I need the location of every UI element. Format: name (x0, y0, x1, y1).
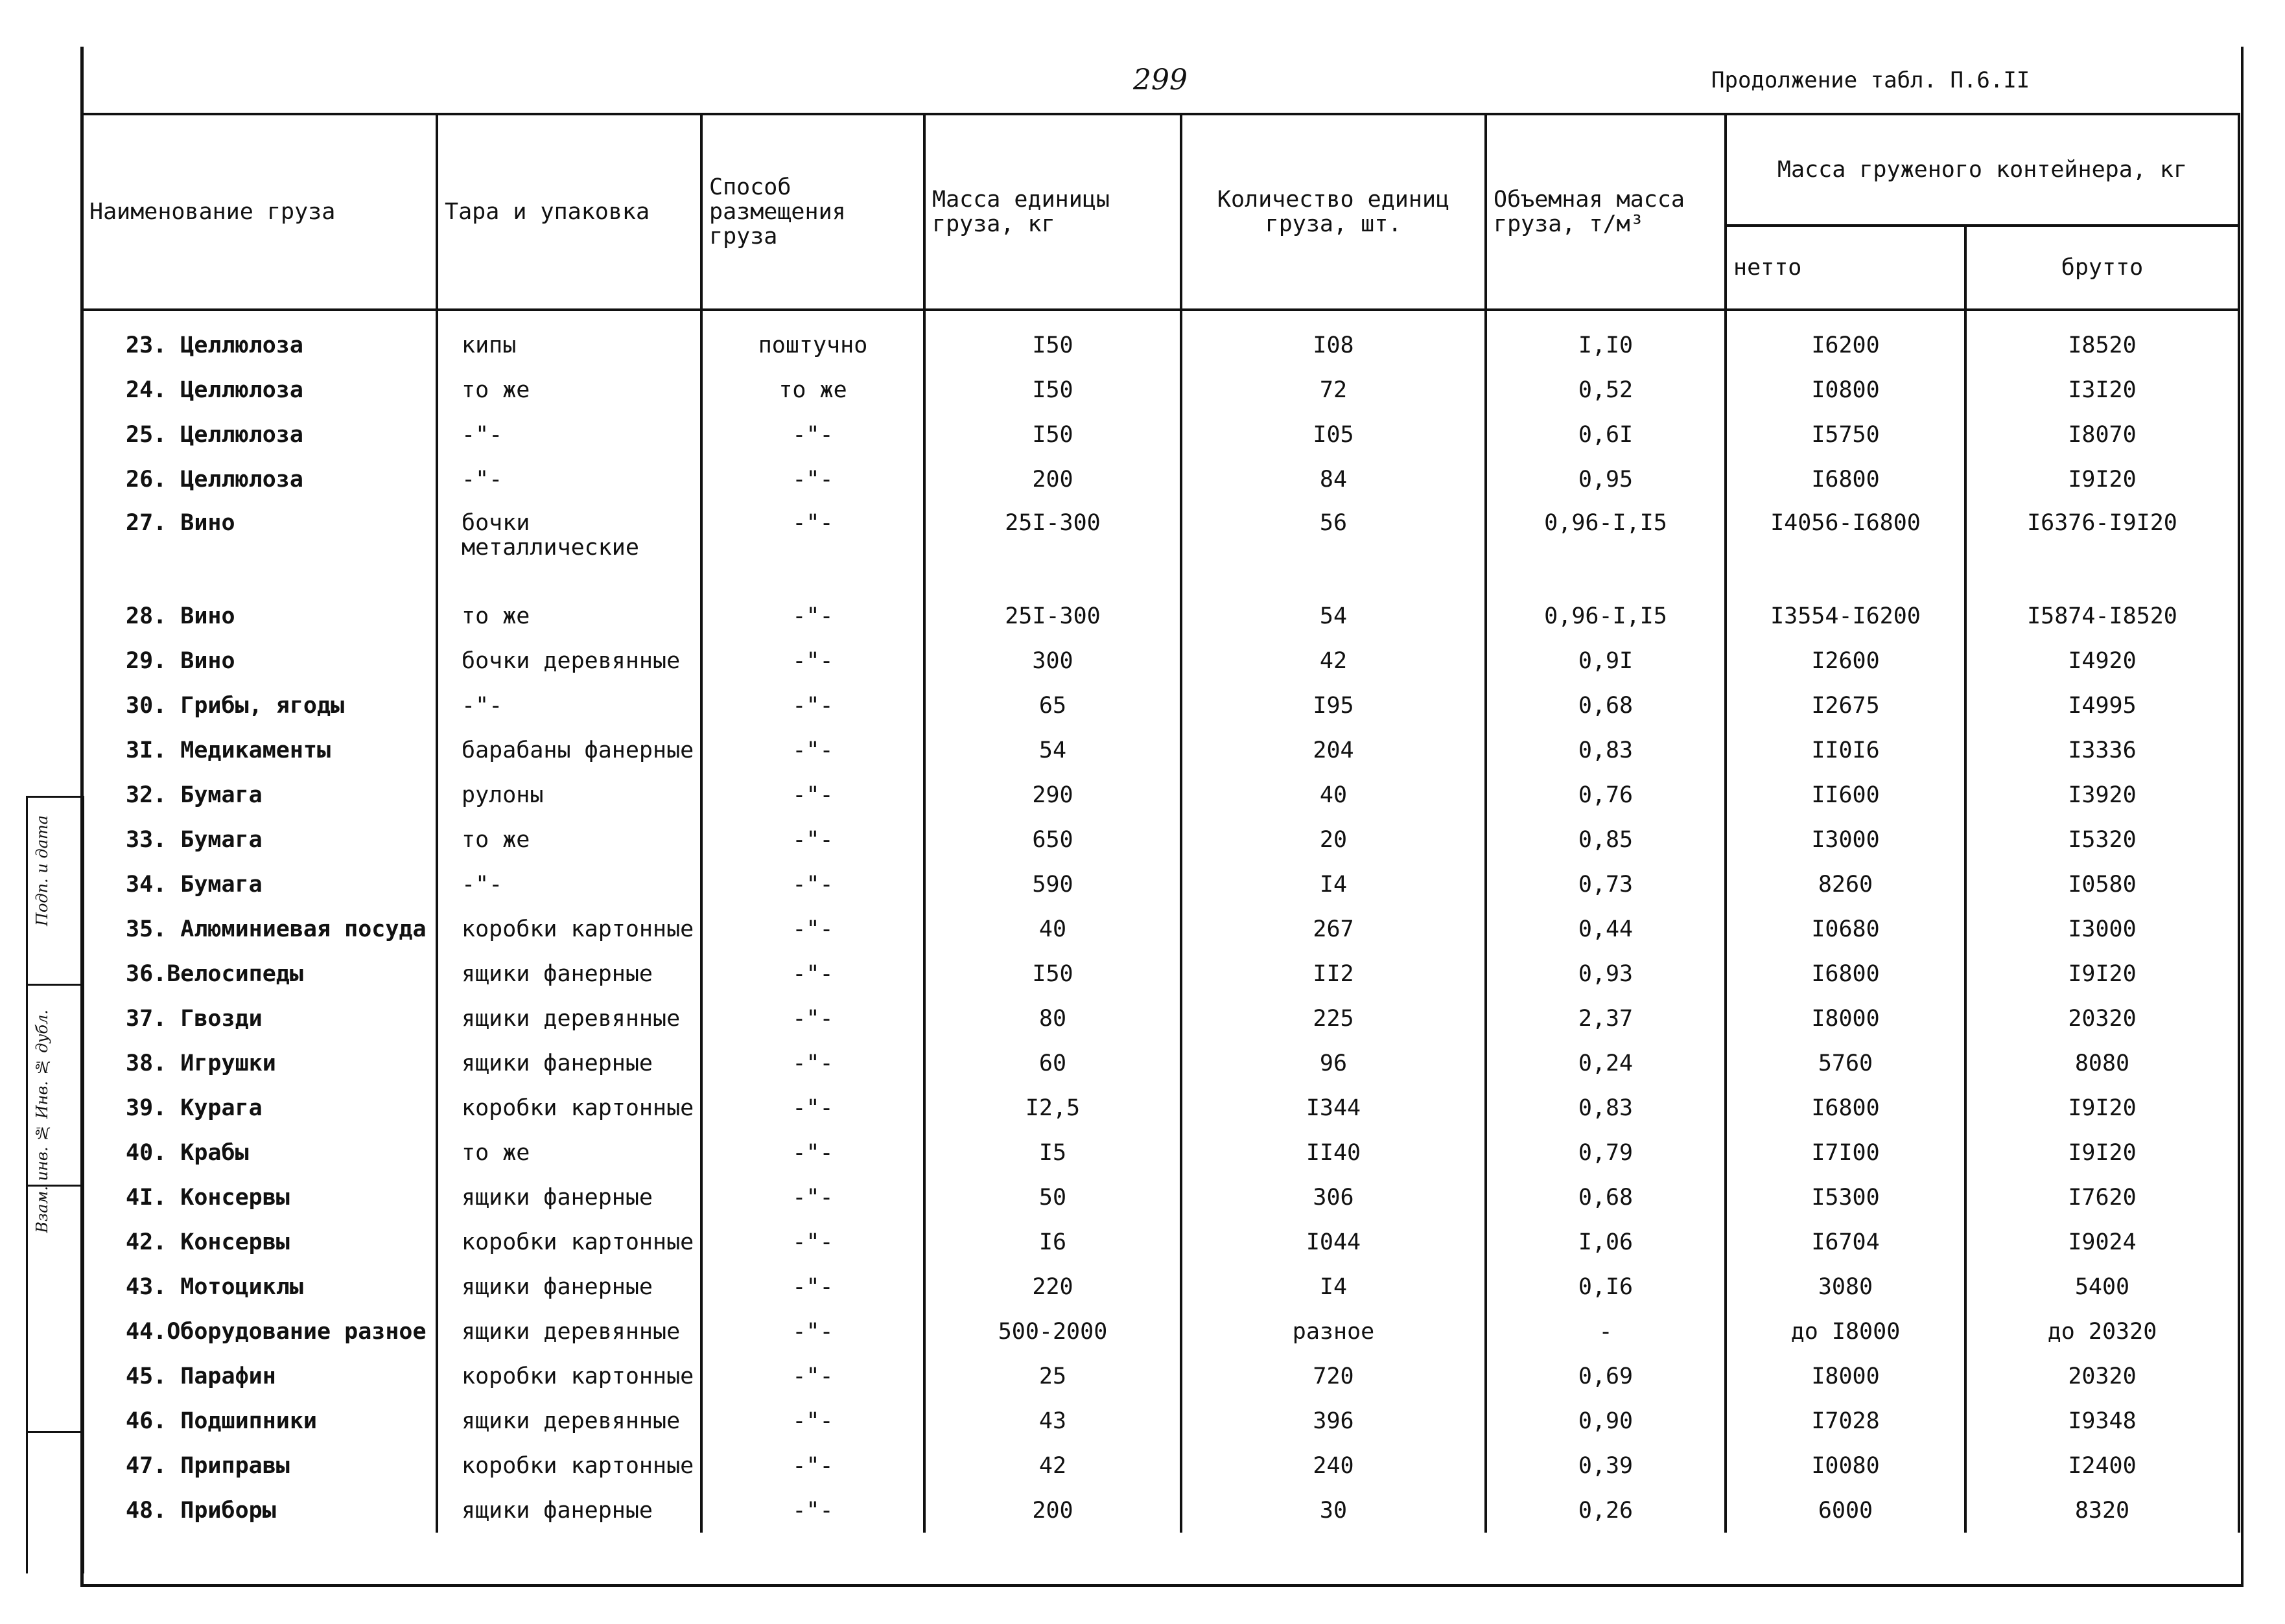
row-density: 0,39 (1486, 1443, 1726, 1488)
row-density: I,I0 (1486, 310, 1726, 367)
row-netto: I3000 (1726, 817, 1965, 862)
row-name: 29. Вино (82, 638, 437, 683)
row-brutto: I9I20 (1965, 1085, 2239, 1130)
row-unit-count: I95 (1181, 683, 1486, 728)
table-row (82, 1220, 2239, 1264)
table-row (82, 1354, 2239, 1398)
row-unit-count: 267 (1181, 907, 1486, 951)
row-brutto: I3000 (1965, 907, 2239, 951)
table-row (82, 367, 2239, 412)
row-density: 0,95 (1486, 457, 1726, 502)
row-placement: -"- (701, 1398, 924, 1443)
row-density: - (1486, 1309, 1726, 1354)
row-netto: 8260 (1726, 862, 1965, 907)
row-unit-mass: 25I-300 (924, 502, 1181, 594)
row-density: 0,I6 (1486, 1264, 1726, 1309)
margin-label-signature-date: Подп. и дата (33, 815, 51, 926)
row-unit-count: 96 (1181, 1041, 1486, 1085)
row-unit-count: 225 (1181, 996, 1486, 1041)
row-packaging: то же (437, 817, 701, 862)
table-row (82, 951, 2239, 996)
table-body (82, 310, 2239, 1533)
row-brutto: I0580 (1965, 862, 2239, 907)
table-row (82, 683, 2239, 728)
row-packaging: рулоны (437, 772, 701, 817)
table-row (82, 594, 2239, 638)
row-brutto: 8320 (1965, 1488, 2239, 1533)
row-unit-count: I08 (1181, 310, 1486, 367)
row-unit-count: I4 (1181, 862, 1486, 907)
row-name: 38. Игрушки (82, 1041, 437, 1085)
row-netto: II600 (1726, 772, 1965, 817)
row-name: 33. Бумага (82, 817, 437, 862)
row-name: 43. Мотоциклы (82, 1264, 437, 1309)
row-unit-mass: 650 (924, 817, 1181, 862)
row-unit-mass: 25I-300 (924, 594, 1181, 638)
row-density: 0,73 (1486, 862, 1726, 907)
row-name: 34. Бумага (82, 862, 437, 907)
table-row (82, 772, 2239, 817)
row-netto: 5760 (1726, 1041, 1965, 1085)
row-name: 36.Велосипеды (82, 951, 437, 996)
row-netto: I2675 (1726, 683, 1965, 728)
row-netto: I4056-I6800 (1726, 502, 1965, 594)
col-header-netto: нетто (1726, 226, 1965, 310)
row-density: 0,26 (1486, 1488, 1726, 1533)
row-unit-count: 54 (1181, 594, 1486, 638)
row-netto: 3080 (1726, 1264, 1965, 1309)
table-row (82, 862, 2239, 907)
row-unit-mass: 60 (924, 1041, 1181, 1085)
row-placement: поштучно (701, 310, 924, 367)
row-placement: -"- (701, 502, 924, 594)
row-density: 0,83 (1486, 728, 1726, 772)
row-packaging: ящики деревянные (437, 1309, 701, 1354)
row-name: 32. Бумага (82, 772, 437, 817)
row-netto: 6000 (1726, 1488, 1965, 1533)
row-density: 2,37 (1486, 996, 1726, 1041)
row-density: 0,79 (1486, 1130, 1726, 1175)
row-name: 24. Целлюлоза (82, 367, 437, 412)
row-unit-mass: 290 (924, 772, 1181, 817)
row-netto: I0080 (1726, 1443, 1965, 1488)
row-name: 48. Приборы (82, 1488, 437, 1533)
row-unit-mass: I50 (924, 951, 1181, 996)
row-name: 27. Вино (82, 502, 437, 594)
row-name: 35. Алюминиевая посуда (82, 907, 437, 951)
row-name: 37. Гвозди (82, 996, 437, 1041)
row-packaging: ящики фанерные (437, 1041, 701, 1085)
row-density: 0,44 (1486, 907, 1726, 951)
col-header-placement: Способ размещения груза (701, 114, 924, 310)
row-unit-count: 84 (1181, 457, 1486, 502)
row-packaging: бочки металлические (437, 502, 701, 594)
row-density: 0,85 (1486, 817, 1726, 862)
row-brutto: I8520 (1965, 310, 2239, 367)
row-placement: -"- (701, 1220, 924, 1264)
row-placement: -"- (701, 457, 924, 502)
row-netto: I7028 (1726, 1398, 1965, 1443)
row-netto: I8000 (1726, 1354, 1965, 1398)
row-packaging: бочки деревянные (437, 638, 701, 683)
table-row (82, 412, 2239, 457)
row-netto: I8000 (1726, 996, 1965, 1041)
row-unit-count: 20 (1181, 817, 1486, 862)
row-unit-mass: 80 (924, 996, 1181, 1041)
row-brutto: I3336 (1965, 728, 2239, 772)
row-netto: II0I6 (1726, 728, 1965, 772)
row-unit-mass: 500-2000 (924, 1309, 1181, 1354)
table-row (82, 1443, 2239, 1488)
row-netto: I5300 (1726, 1175, 1965, 1220)
row-density: 0,24 (1486, 1041, 1726, 1085)
row-netto: I6800 (1726, 1085, 1965, 1130)
row-brutto: I3920 (1965, 772, 2239, 817)
row-netto: I6800 (1726, 457, 1965, 502)
row-brutto: 20320 (1965, 996, 2239, 1041)
row-placement: -"- (701, 1354, 924, 1398)
row-placement: -"- (701, 1130, 924, 1175)
row-packaging: ящики фанерные (437, 1175, 701, 1220)
row-density: 0,96-I,I5 (1486, 502, 1726, 594)
row-brutto: I9024 (1965, 1220, 2239, 1264)
row-packaging: ящики деревянные (437, 996, 701, 1041)
row-name: 26. Целлюлоза (82, 457, 437, 502)
row-placement: -"- (701, 1443, 924, 1488)
row-packaging: коробки картонные (437, 1443, 701, 1488)
row-netto: I6800 (1726, 951, 1965, 996)
col-header-unit-mass: Масса единицы груза, кг (924, 114, 1181, 310)
row-packaging: -"- (437, 683, 701, 728)
row-placement: -"- (701, 1041, 924, 1085)
row-packaging: коробки картонные (437, 1085, 701, 1130)
row-placement: -"- (701, 683, 924, 728)
row-placement: -"- (701, 728, 924, 772)
row-unit-count: разное (1181, 1309, 1486, 1354)
row-brutto: I5320 (1965, 817, 2239, 862)
row-unit-mass: 50 (924, 1175, 1181, 1220)
row-brutto: I9348 (1965, 1398, 2239, 1443)
row-name: 23. Целлюлоза (82, 310, 437, 367)
row-unit-count: II40 (1181, 1130, 1486, 1175)
row-brutto: I4920 (1965, 638, 2239, 683)
row-placement: -"- (701, 1309, 924, 1354)
row-packaging: ящики фанерные (437, 1488, 701, 1533)
row-unit-count: I05 (1181, 412, 1486, 457)
row-name: 30. Грибы, ягоды (82, 683, 437, 728)
row-name: 25. Целлюлоза (82, 412, 437, 457)
row-density: 0,52 (1486, 367, 1726, 412)
row-netto: I0680 (1726, 907, 1965, 951)
row-unit-count: I4 (1181, 1264, 1486, 1309)
row-brutto: I3I20 (1965, 367, 2239, 412)
row-placement: -"- (701, 907, 924, 951)
row-unit-count: 720 (1181, 1354, 1486, 1398)
col-header-name: Наименование груза (82, 114, 437, 310)
table-row (82, 817, 2239, 862)
col-header-unit-count: Количество единиц груза, шт. (1181, 114, 1486, 310)
row-density: 0,96-I,I5 (1486, 594, 1726, 638)
row-unit-count: 240 (1181, 1443, 1486, 1488)
table-row (82, 457, 2239, 502)
row-placement: -"- (701, 1264, 924, 1309)
row-packaging: -"- (437, 862, 701, 907)
row-name: 4I. Консервы (82, 1175, 437, 1220)
row-netto: I0800 (1726, 367, 1965, 412)
row-netto: I6704 (1726, 1220, 1965, 1264)
row-name: 45. Парафин (82, 1354, 437, 1398)
row-netto: до I8000 (1726, 1309, 1965, 1354)
table-row (82, 1264, 2239, 1309)
table-row (82, 1488, 2239, 1533)
row-packaging: кипы (437, 310, 701, 367)
row-unit-mass: 40 (924, 907, 1181, 951)
row-unit-mass: I50 (924, 367, 1181, 412)
row-packaging: коробки картонные (437, 1354, 701, 1398)
row-netto: I6200 (1726, 310, 1965, 367)
row-placement: то же (701, 367, 924, 412)
row-unit-mass: 43 (924, 1398, 1181, 1443)
row-density: 0,69 (1486, 1354, 1726, 1398)
row-density: 0,90 (1486, 1398, 1726, 1443)
row-density: 0,9I (1486, 638, 1726, 683)
cargo-table-container (80, 113, 2238, 1533)
cargo-table (80, 113, 2240, 1533)
row-unit-mass: 220 (924, 1264, 1181, 1309)
table-row (82, 502, 2239, 594)
row-name: 39. Курага (82, 1085, 437, 1130)
row-brutto: I2400 (1965, 1443, 2239, 1488)
row-netto: I2600 (1726, 638, 1965, 683)
row-density: 0,93 (1486, 951, 1726, 996)
page-number: 299 (1133, 64, 1188, 97)
row-unit-mass: 54 (924, 728, 1181, 772)
row-density: 0,6I (1486, 412, 1726, 457)
table-row (82, 1309, 2239, 1354)
row-density: 0,76 (1486, 772, 1726, 817)
row-name: 28. Вино (82, 594, 437, 638)
row-unit-mass: 200 (924, 1488, 1181, 1533)
row-placement: -"- (701, 412, 924, 457)
row-placement: -"- (701, 772, 924, 817)
row-packaging: барабаны фанерные (437, 728, 701, 772)
col-header-brutto: брутто (1965, 226, 2239, 310)
row-brutto: I7620 (1965, 1175, 2239, 1220)
row-unit-count: I344 (1181, 1085, 1486, 1130)
row-density: 0,68 (1486, 1175, 1726, 1220)
row-unit-mass: I5 (924, 1130, 1181, 1175)
row-packaging: ящики фанерные (437, 951, 701, 996)
row-unit-count: 42 (1181, 638, 1486, 683)
row-placement: -"- (701, 1175, 924, 1220)
row-packaging: -"- (437, 457, 701, 502)
table-row (82, 1041, 2239, 1085)
row-brutto: I9I20 (1965, 457, 2239, 502)
table-row (82, 1130, 2239, 1175)
row-packaging: коробки картонные (437, 907, 701, 951)
table-row (82, 728, 2239, 772)
row-placement: -"- (701, 862, 924, 907)
table-continuation-label: Продолжение табл. П.6.II (1711, 67, 2030, 93)
row-unit-count: 204 (1181, 728, 1486, 772)
row-netto: I3554-I6200 (1726, 594, 1965, 638)
row-placement: -"- (701, 951, 924, 996)
row-brutto: до 20320 (1965, 1309, 2239, 1354)
row-unit-mass: I2,5 (924, 1085, 1181, 1130)
row-unit-mass: I50 (924, 310, 1181, 367)
row-unit-count: 72 (1181, 367, 1486, 412)
row-unit-mass: 42 (924, 1443, 1181, 1488)
table-row (82, 907, 2239, 951)
row-unit-count: 56 (1181, 502, 1486, 594)
row-packaging: то же (437, 1130, 701, 1175)
row-name: 42. Консервы (82, 1220, 437, 1264)
table-row (82, 1085, 2239, 1130)
col-header-packaging: Тара и упаковка (437, 114, 701, 310)
row-packaging: ящики деревянные (437, 1398, 701, 1443)
row-unit-count: I044 (1181, 1220, 1486, 1264)
table-row (82, 638, 2239, 683)
row-name: 40. Крабы (82, 1130, 437, 1175)
row-unit-mass: 65 (924, 683, 1181, 728)
row-packaging: ящики фанерные (437, 1264, 701, 1309)
row-unit-mass: 25 (924, 1354, 1181, 1398)
row-packaging: коробки картонные (437, 1220, 701, 1264)
row-unit-count: 306 (1181, 1175, 1486, 1220)
row-unit-mass: 200 (924, 457, 1181, 502)
col-header-density: Объемная масса груза, т/м³ (1486, 114, 1726, 310)
margin-label-inventory: Взам. инв. № Инв. № дубл. (33, 1010, 51, 1233)
row-name: 47. Приправы (82, 1443, 437, 1488)
row-placement: -"- (701, 638, 924, 683)
row-unit-count: II2 (1181, 951, 1486, 996)
row-name: 3I. Медикаменты (82, 728, 437, 772)
row-brutto: I5874-I8520 (1965, 594, 2239, 638)
row-placement: -"- (701, 1488, 924, 1533)
row-unit-mass: 300 (924, 638, 1181, 683)
row-density: 0,68 (1486, 683, 1726, 728)
row-placement: -"- (701, 594, 924, 638)
binding-margin-strip (26, 796, 84, 1573)
row-netto: I5750 (1726, 412, 1965, 457)
row-name: 44.Оборудование разное (82, 1309, 437, 1354)
row-brutto: I4995 (1965, 683, 2239, 728)
table-row (82, 310, 2239, 367)
table-row (82, 1398, 2239, 1443)
row-packaging: то же (437, 367, 701, 412)
row-unit-count: 40 (1181, 772, 1486, 817)
col-header-loaded-mass: Масса груженого контейнера, кг (1726, 114, 2239, 226)
row-packaging: то же (437, 594, 701, 638)
row-unit-mass: I6 (924, 1220, 1181, 1264)
row-packaging: -"- (437, 412, 701, 457)
row-unit-mass: I50 (924, 412, 1181, 457)
row-placement: -"- (701, 817, 924, 862)
row-netto: I7I00 (1726, 1130, 1965, 1175)
row-density: 0,83 (1486, 1085, 1726, 1130)
row-brutto: I9I20 (1965, 1130, 2239, 1175)
row-unit-mass: 590 (924, 862, 1181, 907)
row-brutto: 20320 (1965, 1354, 2239, 1398)
table-row (82, 1175, 2239, 1220)
row-brutto: I9I20 (1965, 951, 2239, 996)
table-row (82, 996, 2239, 1041)
row-density: I,06 (1486, 1220, 1726, 1264)
row-brutto: I6376-I9I20 (1965, 502, 2239, 594)
row-brutto: I8070 (1965, 412, 2239, 457)
row-placement: -"- (701, 996, 924, 1041)
row-brutto: 5400 (1965, 1264, 2239, 1309)
row-placement: -"- (701, 1085, 924, 1130)
row-unit-count: 30 (1181, 1488, 1486, 1533)
row-name: 46. Подшипники (82, 1398, 437, 1443)
row-brutto: 8080 (1965, 1041, 2239, 1085)
row-unit-count: 396 (1181, 1398, 1486, 1443)
